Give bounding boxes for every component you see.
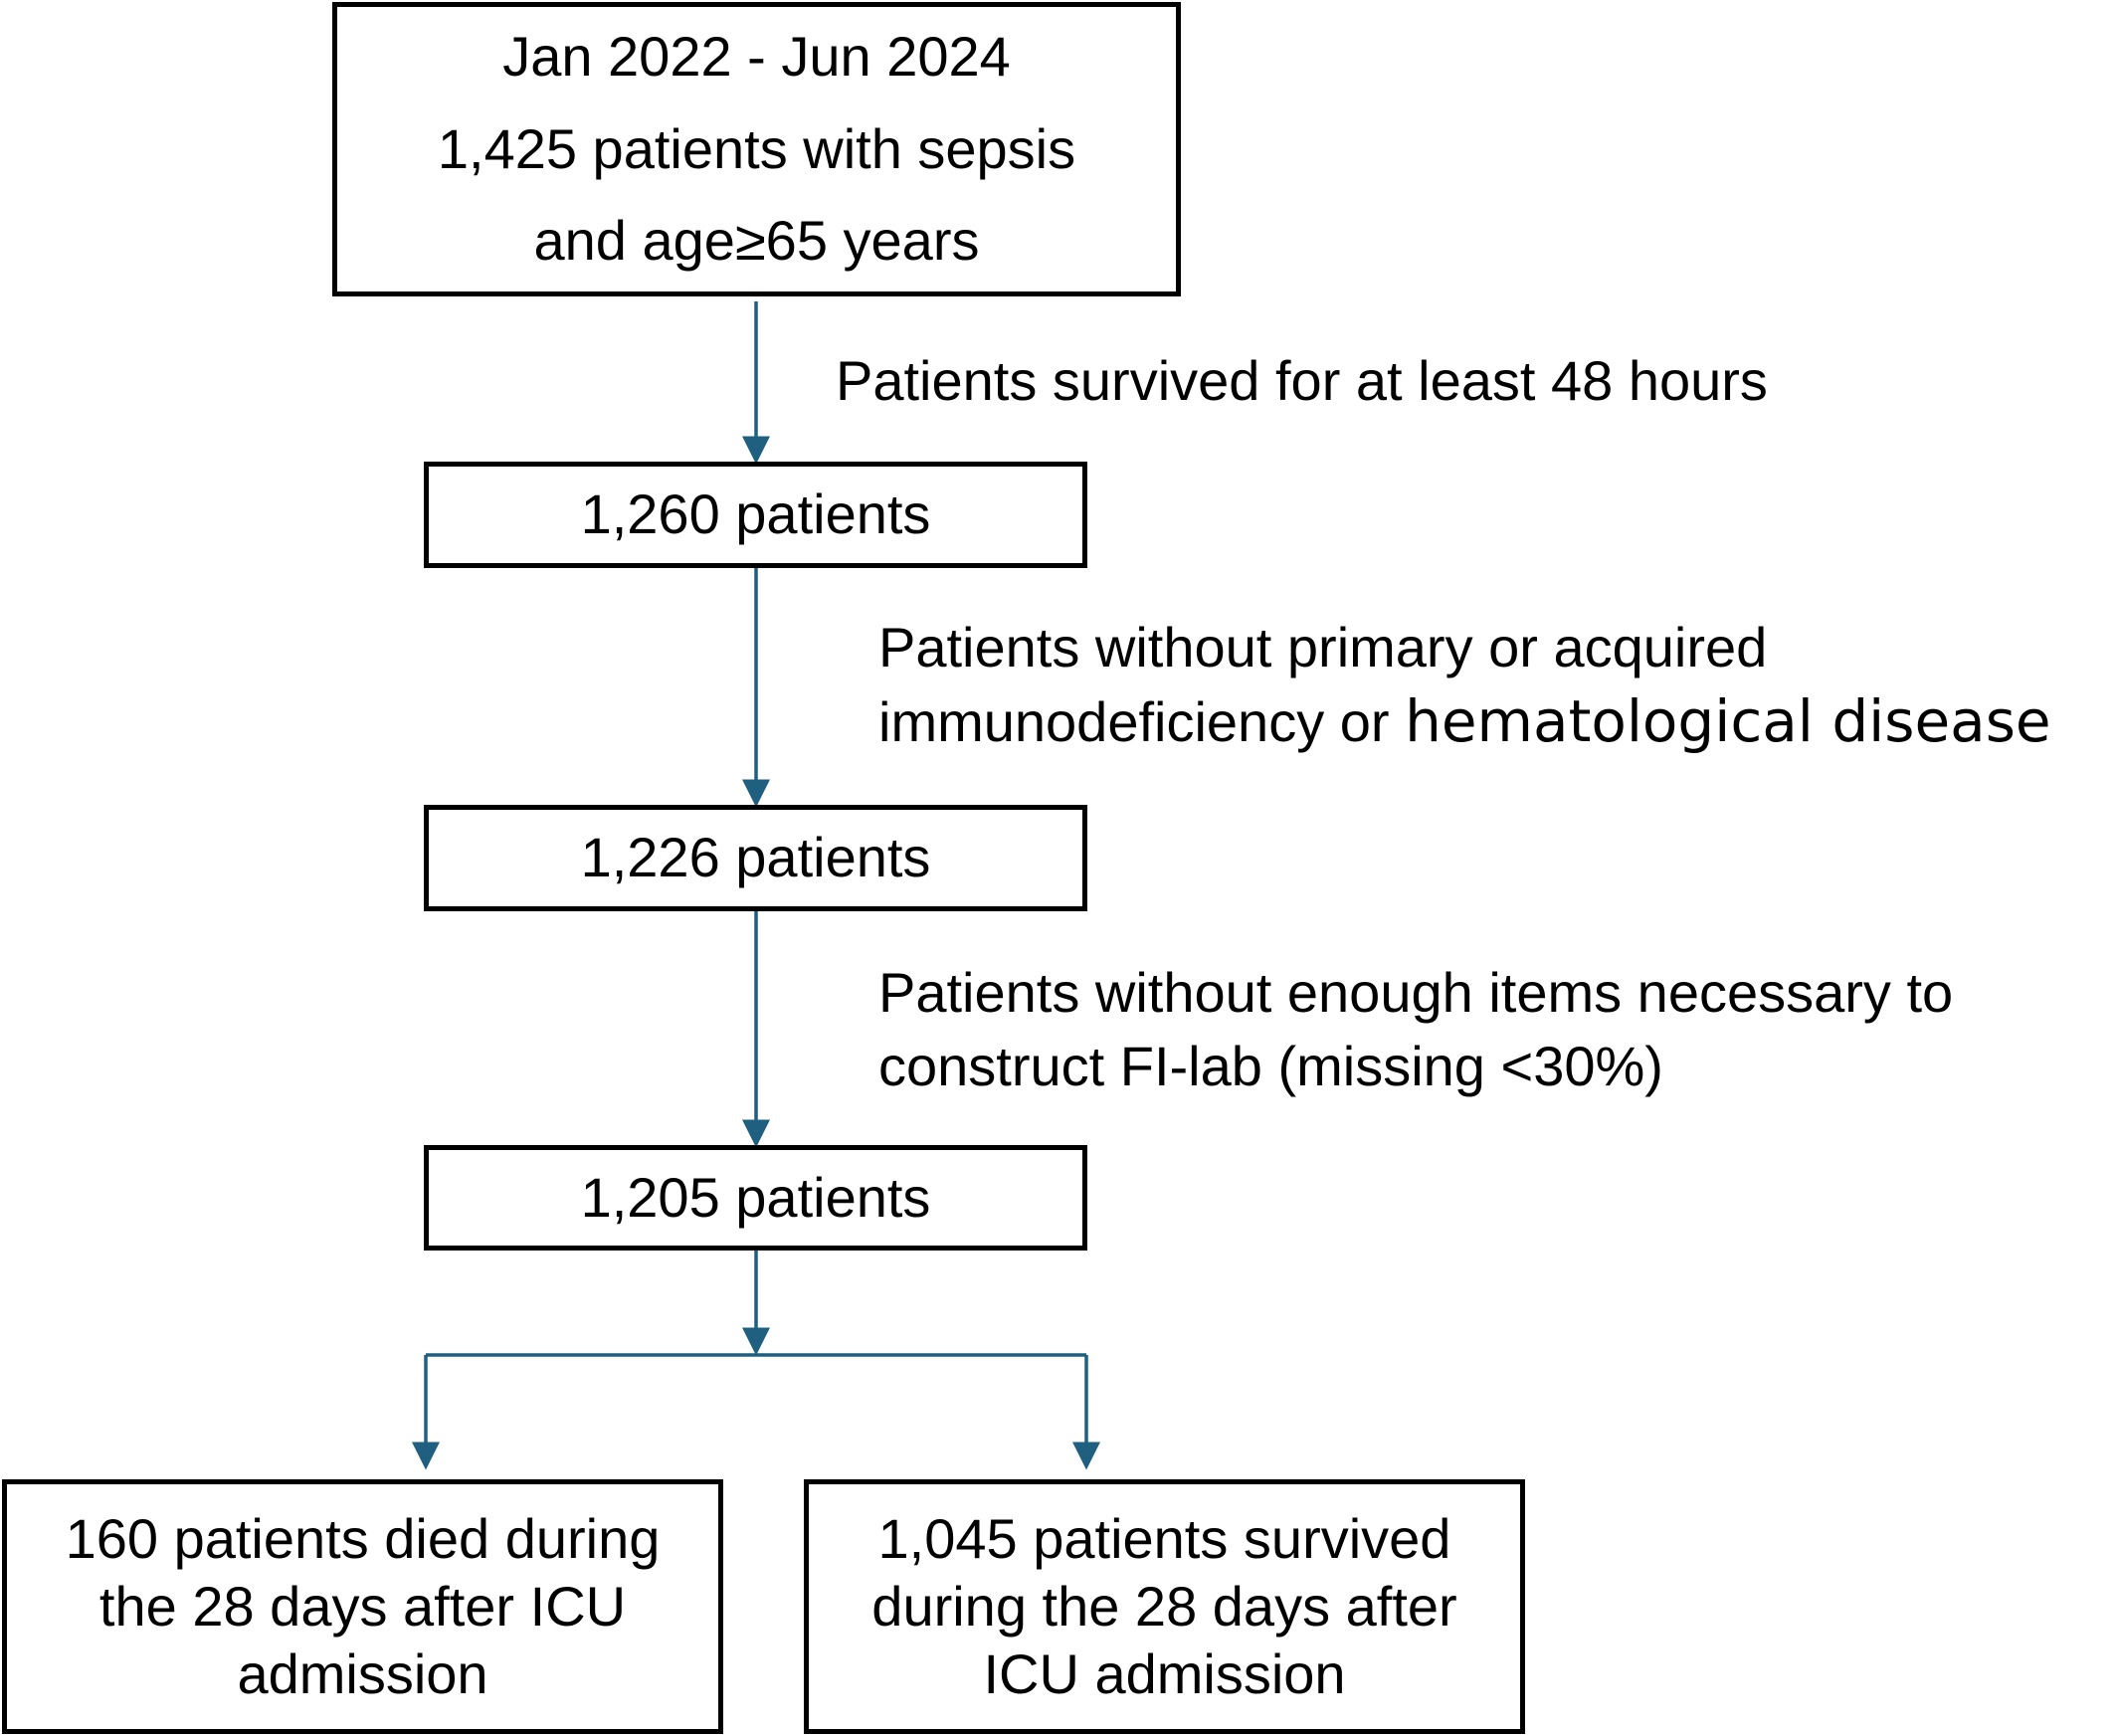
start-box <box>332 2 1181 296</box>
start-box-line: and age≥65 years <box>533 209 980 273</box>
outcome-line: ICU admission <box>983 1642 1346 1706</box>
outcome-survived-box <box>804 1479 1525 1734</box>
box-1260-patients <box>424 462 1087 568</box>
criterion-survived-48h <box>836 345 1768 418</box>
box-1226-patients <box>424 805 1087 911</box>
criterion-no-immunodeficiency <box>878 612 2051 759</box>
box-1205-patients <box>424 1145 1087 1251</box>
outcome-line: the 28 days after ICU <box>98 1574 627 1638</box>
criterion-line: Patients without enough items necessary to <box>878 961 1954 1024</box>
box-label: 1,226 patients <box>580 826 931 889</box>
outcome-line: 1,045 patients survived <box>877 1506 1451 1570</box>
criterion-line: Patients without primary or acquired <box>878 616 1768 678</box>
criterion-line <box>878 684 2051 759</box>
criterion-fi-lab-items <box>878 956 1953 1103</box>
box-label: 1,205 patients <box>580 1165 931 1229</box>
box-label: 1,260 patients <box>580 482 931 546</box>
criterion-line-part: hematological disease <box>1405 686 2051 755</box>
criterion-line: construct FI-lab (missing <30%) <box>878 1034 1663 1097</box>
outcome-line: admission <box>237 1642 488 1706</box>
start-box-line: Jan 2022 - Jun 2024 <box>502 25 1011 89</box>
outcome-died-box <box>2 1479 723 1734</box>
outcome-line: during the 28 days after <box>871 1574 1457 1638</box>
criterion-line-part: immunodeficiency or <box>878 689 1406 753</box>
start-box-line: 1,425 patients with sepsis <box>437 116 1076 180</box>
criterion-line: Patients survived for at least 48 hours <box>836 349 1768 412</box>
outcome-line: 160 patients died during <box>65 1506 661 1570</box>
